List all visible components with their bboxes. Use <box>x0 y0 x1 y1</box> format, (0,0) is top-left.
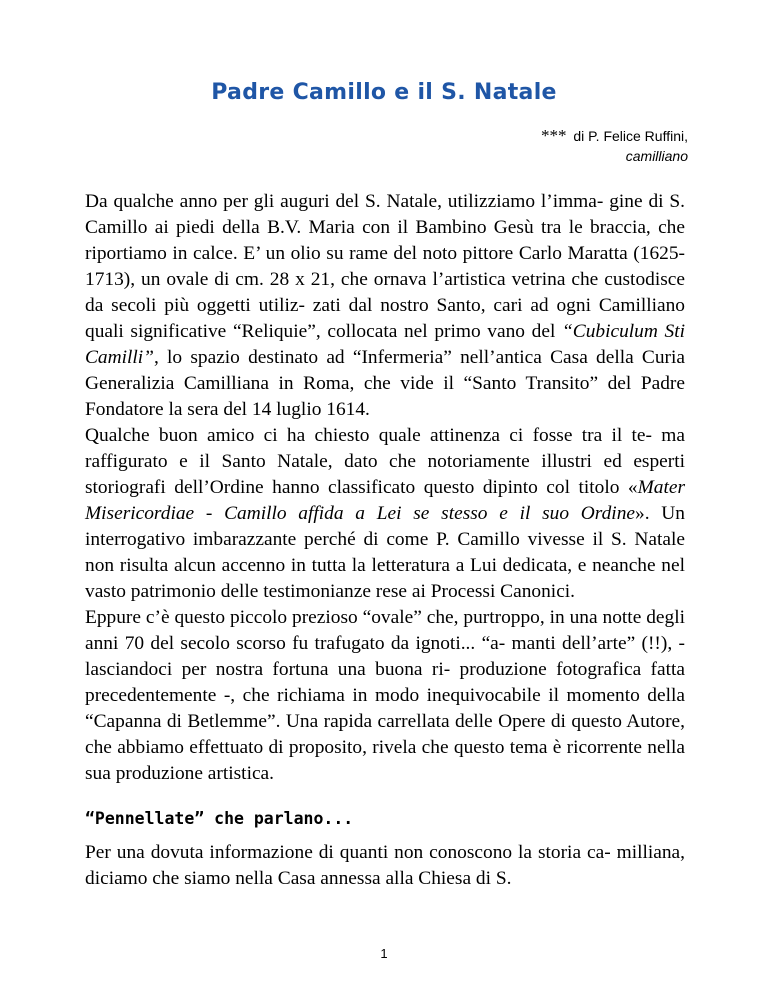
text-line: titolo « <box>578 477 638 498</box>
text-line: gine di S. Camillo ai piedi della B.V. Maria con il Bambino Gesù <box>85 191 686 238</box>
page-number: 1 <box>380 946 388 961</box>
text-line: Da qualche anno per gli auguri del S. Natale, utilizziamo l’imma- <box>85 191 604 212</box>
paragraph-1 <box>85 189 685 423</box>
text-line: Per una dovuta informazione di quanti non conoscono la storia ca- <box>85 842 611 863</box>
paragraph-3 <box>85 605 685 787</box>
page-title: Padre Camillo e il S. Natale <box>211 80 557 105</box>
text-line: milliana, diciamo che siamo nella Casa annessa alla Chiesa di S. <box>85 842 685 889</box>
text-line: produzione artistica. <box>115 763 275 784</box>
text-line: zati dal nostro Santo, cari ad ogni Camilliano quali significative <box>85 295 685 342</box>
text-line: esperti storiografi dell’Ordine hanno classificato questo dipinto col <box>85 451 685 498</box>
text-line: effettuato di proposito, rivela che questo tema è ricorrente nella sua <box>85 737 685 784</box>
text-line: Eppure c’è questo piccolo prezioso “ovale” che, purtroppo, in una <box>85 607 598 628</box>
byline-role: camilliano <box>625 148 688 164</box>
text-line: ma raffigurato e il Santo Natale, dato che notoriamente illustri ed <box>85 425 685 472</box>
text-line: modo inequivocabile il momento della “Capanna di Betlemme”. <box>85 685 685 732</box>
painting-title-end: Ordine <box>580 503 635 524</box>
section-heading: “Pennellate” che parlano... <box>85 809 354 828</box>
article-body <box>85 189 685 787</box>
text-line: manti dell’arte” (!!), - lasciandoci per nostra fortuna una buona ri- <box>85 633 685 680</box>
text-line: , <box>153 347 159 368</box>
text-line: tra le braccia, che riportiamo in calce. E’ un olio su rame del noto <box>85 217 685 264</box>
byline-stars: *** <box>540 126 567 145</box>
byline-author-line <box>541 126 688 146</box>
painting-title: Mater Misericordiae - Camillo affida a Lei se stesso e il suo <box>85 477 686 524</box>
text-line: a Lui dedicata, e neanche nel vasto patrimonio delle testimonianze <box>85 555 685 602</box>
text-line: lo spazio destinato ad “Infermeria” nell’antica Casa della Curia <box>167 347 685 368</box>
text-line: vivesse il S. Natale non risulta alcun accenno in tutta la letteratura <box>85 529 685 576</box>
text-line: Una rapida carrellata delle Opere di questo Autore, che abbiamo <box>85 711 685 758</box>
text-line: rese ai Processi Canonici. <box>375 581 576 602</box>
section-paragraph <box>85 840 685 892</box>
text-line: “Reliquie”, collocata nel primo vano del <box>232 321 562 342</box>
text-line: produzione fotografica fatta precedentemente -, che richiama in <box>85 659 685 706</box>
text-line: pittore Carlo Maratta (1625-1713), un ovale di cm. 28 x 21, che <box>85 243 685 290</box>
text-line: ». Un interrogativo imbarazzante perché di come P. Camillo <box>85 503 685 550</box>
byline-author: di P. Felice Ruffini, <box>573 128 688 144</box>
text-line: notte degli anni 70 del secolo scorso fu trafugato da ignoti... “a- <box>85 607 685 654</box>
byline <box>541 126 688 166</box>
text-line: Qualche buon amico ci ha chiesto quale attinenza ci fosse tra il te- <box>85 425 652 446</box>
cubiculum-title: “Cubiculum Sti Camilli” <box>85 321 685 368</box>
text-line: Generalizia Camilliana in Roma, che vide il “Santo Transito” del <box>85 373 632 394</box>
paragraph-2 <box>85 423 685 605</box>
text-line: Padre Fondatore la sera del 14 luglio 1614. <box>85 373 685 420</box>
text-line: ornava l’artistica vetrina che custodisce da secoli più oggetti utiliz- <box>85 269 685 316</box>
